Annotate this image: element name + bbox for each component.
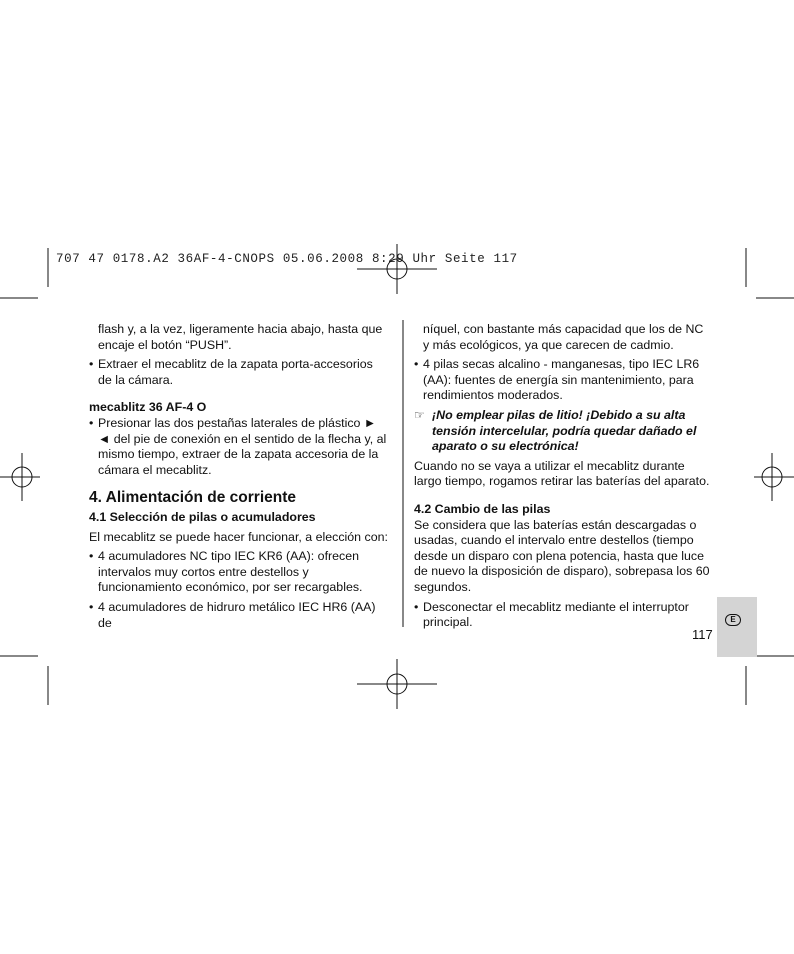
section-title: 4. Alimentación de corriente: [89, 489, 297, 507]
pointing-hand-icon: ☞: [414, 407, 425, 422]
subsection-4-2: 4.2 Cambio de las pilas: [414, 501, 551, 516]
warning-note: [414, 408, 712, 455]
left-paragraph-1: flash y, a la vez, ligeramente hacia abajo, hasta que encaje el botón “PUSH”.: [98, 322, 383, 352]
left-bullet-2: • Presionar las dos pestañas laterales de plástico ► ◄ del pie de conexión en el sentido de la flecha y, al mismo tiempo, extraer de la zapata accesoria de la cámara el mecablitz.: [89, 416, 389, 478]
model-subheading: mecablitz 36 AF-4 O: [89, 400, 207, 415]
subsection-4-1: 4.1 Selección de pilas o acumuladores: [89, 509, 316, 524]
left-bullet-1: • Extraer el mecablitz de la zapata porta-accesorios de la cámara.: [89, 357, 389, 388]
right-column: [414, 322, 712, 631]
right-paragraph-1: níquel, con bastante más capacidad que los de NC y más ecológicos, ya que carecen de cadmio.: [423, 322, 704, 352]
left-bullet-3: • 4 acumuladores NC tipo IEC KR6 (AA): ofrecen intervalos muy cortos entre destellos y funcionamiento económico, por ser recargables.: [89, 549, 389, 596]
warning-text: ¡No emplear pilas de litio! ¡Debido a su alta tensión intercelular, podría quedar dañado el aparato o su electrónica!: [432, 407, 697, 454]
page-number: 117: [692, 627, 713, 642]
right-bullet-1: • 4 pilas secas alcalino - manganesas, tipo IEC LR6 (AA): fuentes de energía sin mantenimiento, para rendimientos moderados.: [414, 357, 712, 404]
language-tab-letter: E: [725, 614, 741, 626]
right-bullet-2: • Desconectar el mecablitz mediante el interruptor principal.: [414, 600, 712, 631]
print-header: 707 47 0178.A2 36AF-4-CNOPS 05.06.2008 8:29 Uhr Seite 117: [56, 252, 518, 266]
right-paragraph-3: Se considera que las baterías están descargadas o usadas, cuando el intervalo entre destellos (tiempo desde un disparo con plena potencia, hasta que luce de nuevo la disposición de disparo), sobrepasa los 60 segundos.: [414, 517, 710, 594]
language-tab: [717, 597, 757, 657]
left-bullet-4: • 4 acumuladores de hidruro metálico IEC HR6 (AA) de: [89, 600, 389, 631]
left-column: [89, 322, 389, 631]
right-paragraph-2: Cuando no se vaya a utilizar el mecablitz durante largo tiempo, rogamos retirar las baterías del aparato.: [414, 458, 710, 489]
intro-paragraph: El mecablitz se puede hacer funcionar, a elección con:: [89, 529, 388, 544]
